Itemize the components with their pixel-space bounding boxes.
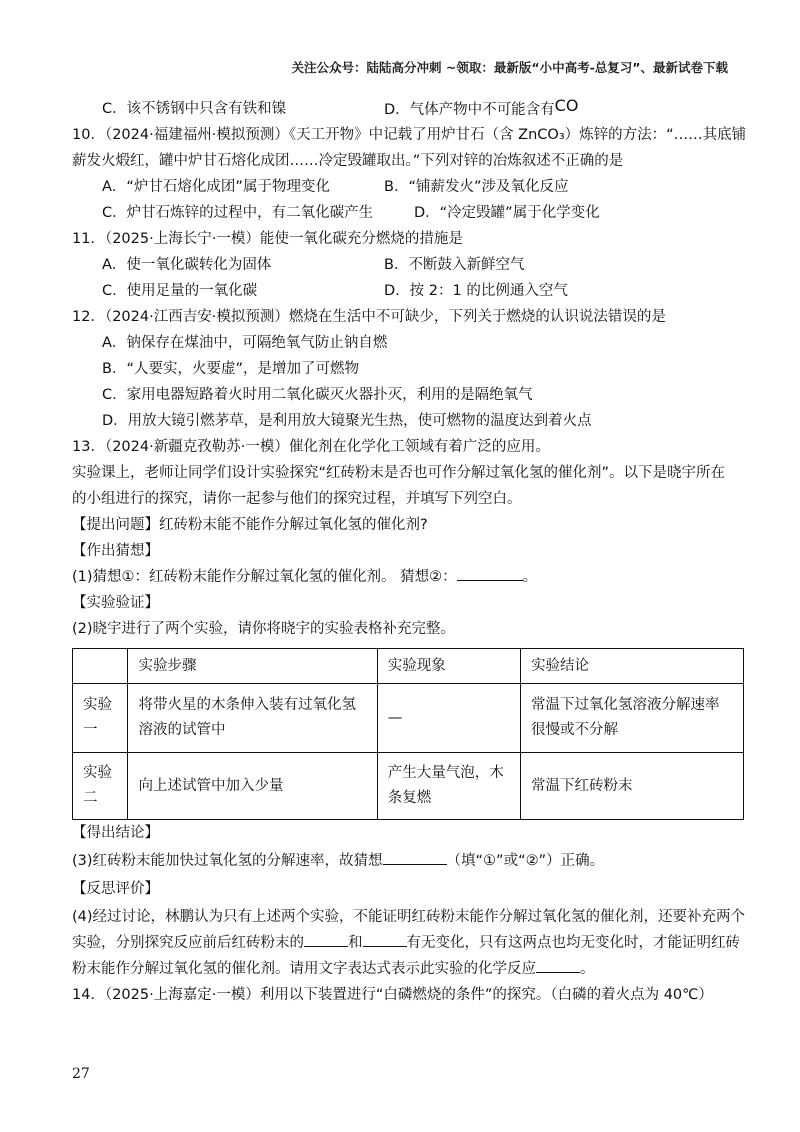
- q12-stem: 12．（2024·江西吉安·模拟预测）燃烧在生活中不可缺少，下列关于燃烧的认识说法错误的是: [72, 309, 666, 325]
- q13-review-line2: 实验，分别探究反应前后红砖粉末的 和 有无变化，只有这两点也均无变化时，才能证明红砖: [72, 930, 744, 956]
- q12-option-b: B．“人要实，火要虚”，是增加了可燃物: [102, 361, 359, 377]
- q10-option-a: A．“炉甘石熔化成团”属于物理变化: [102, 179, 330, 195]
- answer-blank-conclusion[interactable]: [383, 848, 447, 865]
- q10-options-ab: [72, 174, 744, 200]
- q11-options-cd: [72, 278, 744, 304]
- q12-option-d: D．用放大镜引燃茅草，是利用放大镜聚光生热，使可燃物的温度达到着火点: [102, 413, 592, 429]
- answer-blank-guess2[interactable]: [457, 564, 523, 581]
- q13-review-line1: (4)经过讨论，林鹏认为只有上述两个实验，不能证明红砖粉末能作分解过氧化氢的催化剂，还要补充两个: [72, 909, 746, 925]
- q11-option-b: B．不断鼓入新鲜空气: [384, 257, 525, 273]
- section-title-review: 【反思评价】: [72, 881, 159, 897]
- table-cell: 向上述试管中加入少量: [128, 753, 377, 820]
- q11-option-a: A．使一氧化碳转化为固体: [102, 257, 272, 273]
- page-header: 关注公众号：陆陆高分冲刺 ~领取：最新版“小中高考-总复习”、最新试卷下载: [291, 60, 728, 75]
- q10-options-cd: [72, 200, 744, 226]
- chem-co: CO: [554, 96, 579, 115]
- answer-blank-reaction[interactable]: [536, 956, 580, 973]
- table-cell: 将带火星的木条伸入装有过氧化氢溶液的试管中: [128, 684, 377, 753]
- table-header-row: [73, 649, 744, 684]
- table-cell: 产生大量气泡，木条复燃: [377, 753, 520, 820]
- section-title-verify: 【实验验证】: [72, 595, 159, 611]
- answer-blank-review2[interactable]: [363, 930, 407, 947]
- section-title-conclude: 【得出结论】: [72, 825, 159, 841]
- table-header-cell: [73, 649, 128, 684]
- document-body: [72, 96, 747, 1008]
- q13-conclusion: (3)红砖粉末能加快过氧化氢的分解速率，故猜想 （填“①”或“②”）正确。: [72, 848, 744, 874]
- section-title-guess: 【作出猜想】: [72, 543, 159, 559]
- q9-option-d: D．气体产物中不可能含有CO: [384, 96, 579, 118]
- q13-stem: 13．（2024·新疆克孜勒苏·一模）催化剂在化学化工领域有着广泛的应用。: [72, 439, 550, 455]
- table-header-cell: 实验步骤: [128, 649, 377, 684]
- q12-option-c: C．家用电器短路着火时用二氧化碳灭火器扑灭，利用的是隔绝氧气: [102, 387, 533, 403]
- q13-intro-line1: 实验课上，老师让同学们设计实验探究“红砖粉末是否也可作分解过氧化氢的催化剂”。以下是晓宇所在: [72, 465, 726, 481]
- table-cell: 实验一: [73, 684, 128, 753]
- q11-stem: 11．（2025·上海长宁·一模）能使一氧化碳充分燃烧的措施是: [72, 231, 463, 247]
- q10-option-d: D．“冷定毁罐”属于化学变化: [414, 205, 600, 221]
- table-cell: —: [377, 684, 520, 753]
- table-cell: 常温下过氧化氢溶液分解速率很慢或不分解: [520, 684, 743, 753]
- q13-verify-instruction: (2)晓宇进行了两个实验，请你将晓宇的实验表格补充完整。: [72, 621, 456, 637]
- section-title-ask: 【提出问题】: [72, 517, 159, 533]
- q14-stem: 14．（2025·上海嘉定·一模）利用以下装置进行“白磷燃烧的条件”的探究。（白磷的着火点为 40℃）: [72, 987, 713, 1003]
- q9-options-cd: [72, 96, 744, 122]
- table-cell: 常温下红砖粉末: [520, 753, 743, 820]
- table-cell: 实验二: [73, 753, 128, 820]
- q11-option-d: D．按 2：1 的比例通入空气: [384, 283, 568, 299]
- q13-question: 【提出问题】红砖粉末能不能作分解过氧化氢的催化剂?: [72, 517, 428, 533]
- table-row: [73, 753, 744, 820]
- answer-blank-review1[interactable]: [304, 930, 348, 947]
- page-number: 27: [72, 1066, 90, 1082]
- q13-intro-line2: 的小组进行的探究，请你一起参与他们的探究过程，并填写下列空白。: [72, 491, 522, 507]
- q10-option-c: C．炉甘石炼锌的过程中，有二氧化碳产生: [102, 205, 374, 221]
- q9-option-c: C．该不锈钢中只含有铁和镍: [102, 101, 287, 117]
- q10-stem-line1: 10．（2024·福建福州·模拟预测）《天工开物》中记载了用炉甘石（含 ZnCO₃）炼锌的方法：“……其底铺: [72, 127, 747, 143]
- q12-option-a: A．钠保存在煤油中，可隔绝氧气防止钠自燃: [102, 335, 388, 351]
- q10-option-b: B．“铺薪发火”涉及氧化反应: [384, 179, 569, 195]
- table-header-cell: 实验结论: [520, 649, 743, 684]
- q11-options-ab: [72, 252, 744, 278]
- q11-option-c: C．使用足量的一氧化碳: [102, 283, 258, 299]
- table-row: [73, 684, 744, 753]
- q10-stem-line2: 薪发火煅红，罐中炉甘石熔化成团……冷定毁罐取出。”下列对锌的冶炼叙述不正确的是: [72, 153, 624, 169]
- q13-guess: (1)猜想①：红砖粉末能作分解过氧化氢的催化剂。 猜想②： 。: [72, 564, 744, 590]
- table-header-cell: 实验现象: [377, 649, 520, 684]
- experiment-table: [72, 648, 744, 820]
- q13-review-line3: 粉末能作分解过氧化氢的催化剂。请用文字表达式表示此实验的化学反应 。: [72, 956, 744, 982]
